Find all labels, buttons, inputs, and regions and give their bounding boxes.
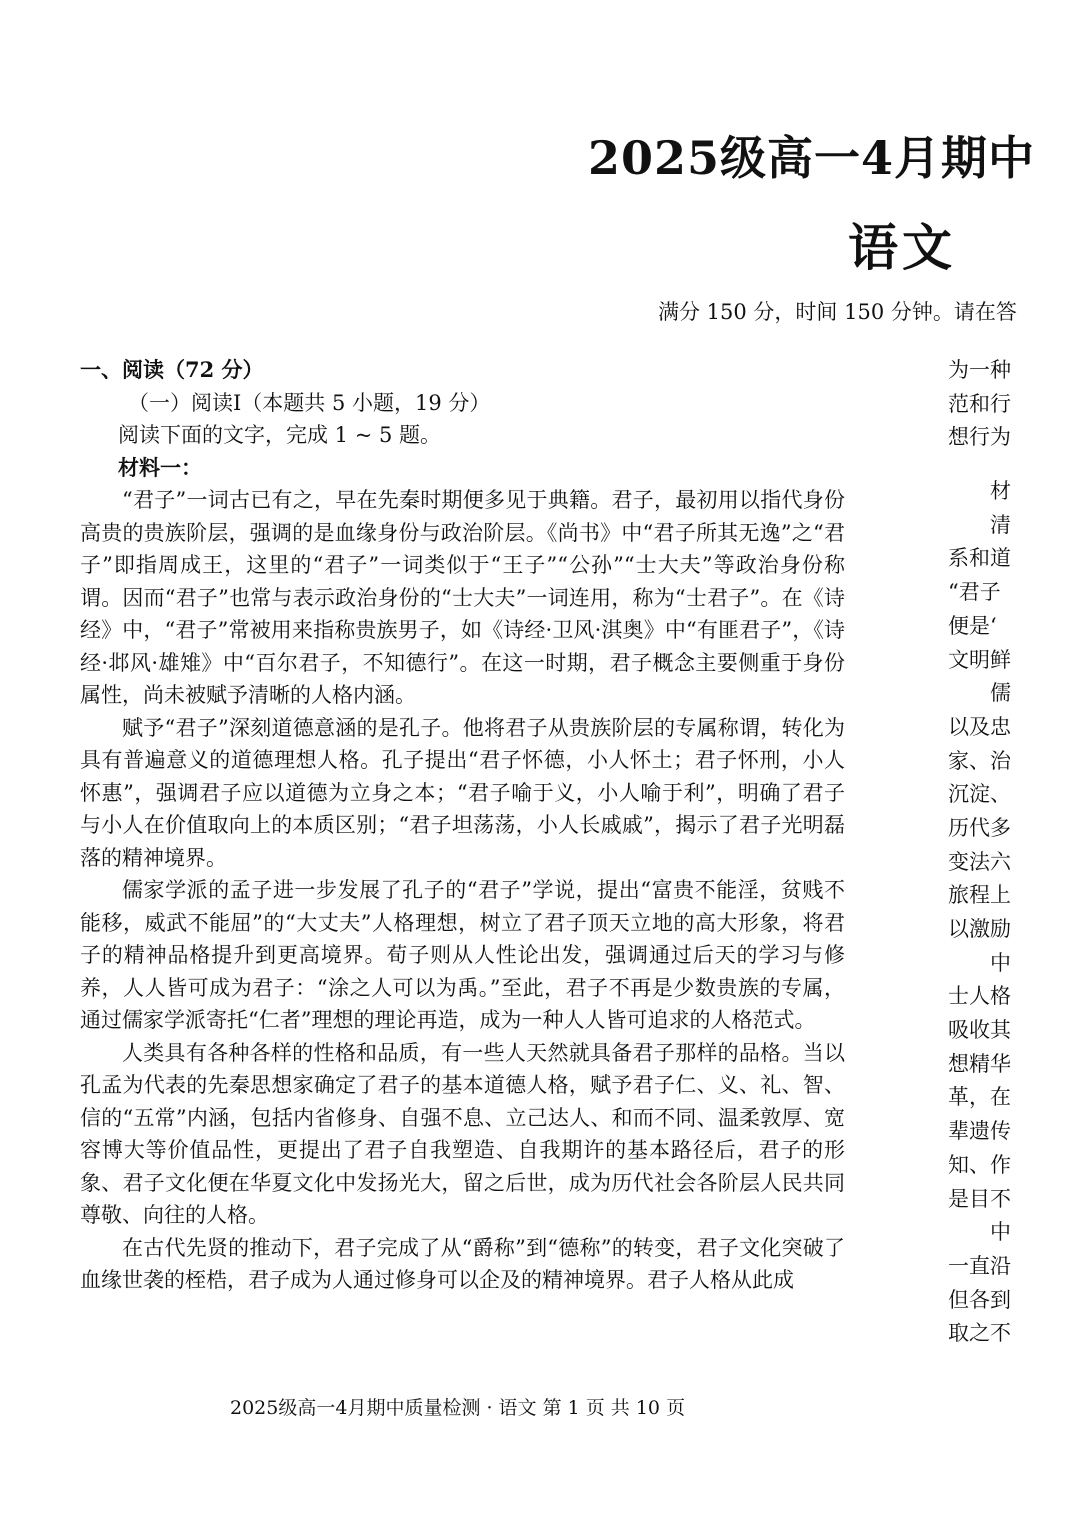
right-column-line: 以激励 xyxy=(948,917,1011,941)
right-column-line: 便是‘ xyxy=(948,613,997,638)
exam-instructions: 满分 150 分，时间 150 分钟。请在答 xyxy=(658,300,1017,324)
paragraph: 赋予“君子”深刻道德意涵的是孔子。他将君子从贵族阶层的专属称谓，转化为具有普遍意义的道德理想人格。孔子提出“君子怀德，小人怀土；君子怀刑，小人怀惠”，强调君子应以道德为立身之本；“君子喻于义，小人喻于利”，明确了君子与小人在价值取向上的本质区别；“君子坦荡荡，小人长戚戚”，揭示了君子光明磊落的精神境界。 xyxy=(80,715,845,870)
right-column-line: 辈遗传 xyxy=(948,1119,1011,1144)
exam-title: 2025级高一4月期中 xyxy=(588,131,1036,185)
paragraph: “君子”一词古已有之，早在先秦时期便多见于典籍。君子，最初用以指代身份高贵的贵族阶层，强调的是血缘身份与政治阶层。《尚书》中“君子所其无逸”之“君子”即指周成王，这里的“君子”一词类似于“王子”“公孙”“士大夫”等政治身份称谓。因而“君子”也常与表示政治身份的“士大夫”一词连用，称为“士君子”。在《诗经》中，“君子”常被用来指称贵族男子，如《诗经·卫风·淇奥》中“有匪君子”，《诗经·邶风·雄雉》中“百尔君子，不知德行”。在这一时期，君子概念主要侧重于身份属性，尚未被赋予清晰的人格内涵。 xyxy=(80,488,845,707)
right-column-line: 材 xyxy=(990,479,1011,504)
right-column-line: 士人格 xyxy=(948,984,1011,1009)
right-column-line: 沉淀、 xyxy=(948,782,1011,807)
right-column-line: 中 xyxy=(990,950,1011,975)
paragraph: 儒家学派的孟子进一步发展了孔子的“君子”学说，提出“富贵不能淫，贫贱不能移，威武不能屈”的“大丈夫”人格理想，树立了君子顶天立地的高大形象，将君子的精神品格提升到更高境界。荀子则从人性论出发，强调通过后天的学习与修养，人人皆可成为君子：“涂之人可以为禹。”至此，君子不再是少数贵族的专属，通过儒家学派寄托“仁者”理想的理论再造，成为一种人人皆可追求的人格范式。 xyxy=(80,878,845,1032)
right-column-line: 文明鲜 xyxy=(948,647,1011,672)
section-title: 一、阅读（72 分） xyxy=(80,357,264,382)
right-column-fragment xyxy=(948,354,1080,1351)
right-column-line: 旅程上 xyxy=(948,883,1011,908)
right-column-line: 儒 xyxy=(990,681,1011,706)
part-title: （一）阅读Ⅰ（本题共 5 小题，19 分） xyxy=(128,390,491,415)
right-column-line: 革，在 xyxy=(948,1085,1011,1110)
right-column-line: 是目不 xyxy=(948,1186,1011,1211)
right-column-line: 一直沿 xyxy=(948,1253,1011,1278)
right-column-line: “君子 xyxy=(948,580,1001,605)
paragraph: 人类具有各种各样的性格和品质，有一些人天然就具备君子那样的品格。当以孔孟为代表的先秦思想家确定了君子的基本道德人格，赋予君子仁、义、礼、智、信的“五常”内涵，包括内省修身、自强不息、立己达人、和而不同、温柔敦厚、宽容博大等价值品性，更提出了君子自我塑造、自我期许的基本路径后，君子的形象、君子文化便在华夏文化中发扬光大，留之后世，成为历代社会各阶层人民共同尊敬、向往的人格。 xyxy=(80,1040,845,1227)
right-column-line: 清 xyxy=(990,512,1011,537)
right-column-line: 变法六 xyxy=(948,849,1011,874)
reading-prompt: 阅读下面的文字，完成 1 ~ 5 题。 xyxy=(118,423,442,447)
paragraph: 在古代先贤的推动下，君子完成了从“爵称”到“德称”的转变，君子文化突破了血缘世袭的桎梏，君子成为人通过修身可以企及的精神境界。君子人格从此成 xyxy=(80,1235,845,1292)
right-column-line: 吸收其 xyxy=(948,1018,1011,1043)
right-column-line: 想行为 xyxy=(948,425,1011,450)
right-column-line: 中 xyxy=(990,1220,1011,1245)
right-column-line: 但各到 xyxy=(948,1287,1011,1312)
right-column-line: 知、作 xyxy=(948,1152,1011,1177)
right-column-line: 以及忠 xyxy=(948,714,1011,739)
right-column-line: 想精华 xyxy=(948,1051,1011,1076)
right-column-line: 为一种 xyxy=(948,358,1011,382)
subject-title: 语文 xyxy=(848,218,956,277)
material-label: 材料一： xyxy=(118,454,202,480)
page-footer: 2025级高一4月期中质量检测 · 语文 第 1 页 共 10 页 xyxy=(230,1397,686,1419)
right-column-line: 范和行 xyxy=(948,391,1011,416)
main-column xyxy=(80,354,845,1297)
right-column-line: 家、治 xyxy=(948,748,1011,773)
right-column-line: 历代多 xyxy=(948,815,1011,840)
right-column-line: 系和道 xyxy=(948,546,1011,571)
spacer xyxy=(948,455,1080,475)
right-column-line: 取之不 xyxy=(948,1321,1011,1346)
